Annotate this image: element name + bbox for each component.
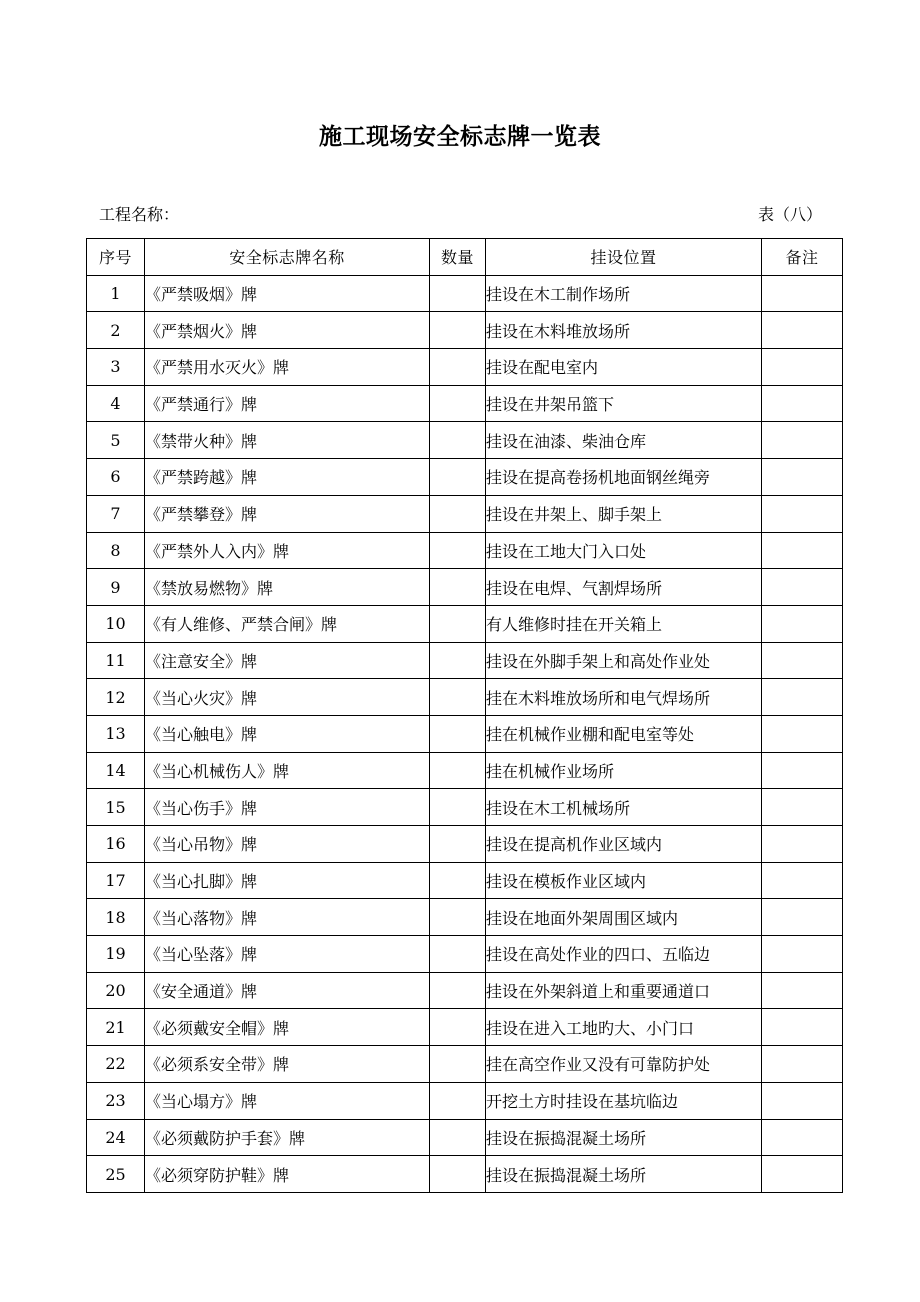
sign-name-cell: 《当心塌方》牌 <box>145 1082 430 1119</box>
quantity-cell <box>430 679 486 716</box>
row-number: 7 <box>87 495 145 532</box>
sign-name-cell: 《安全通道》牌 <box>145 972 430 1009</box>
row-number: 1 <box>87 275 145 312</box>
row-number: 15 <box>87 789 145 826</box>
table-row <box>87 275 843 312</box>
table-row <box>87 569 843 606</box>
row-number: 9 <box>87 569 145 606</box>
position-cell: 开挖土方时挂设在基坑临边 <box>486 1082 762 1119</box>
quantity-cell <box>430 826 486 863</box>
quantity-cell <box>430 1046 486 1083</box>
note-cell <box>762 422 843 459</box>
row-number: 16 <box>87 826 145 863</box>
row-number: 12 <box>87 679 145 716</box>
table-row <box>87 1119 843 1156</box>
table-row <box>87 532 843 569</box>
table-row <box>87 1009 843 1046</box>
quantity-cell <box>430 275 486 312</box>
note-cell <box>762 605 843 642</box>
sign-name-cell: 《当心火灾》牌 <box>145 679 430 716</box>
note-cell <box>762 385 843 422</box>
project-name-label: 工程名称： <box>99 205 180 224</box>
quantity-cell <box>430 569 486 606</box>
document-title: 施工现场安全标志牌一览表 <box>319 124 601 150</box>
note-cell <box>762 495 843 532</box>
row-number: 19 <box>87 936 145 973</box>
table-row <box>87 715 843 752</box>
note-cell <box>762 826 843 863</box>
table-row <box>87 936 843 973</box>
quantity-cell <box>430 495 486 532</box>
position-cell: 挂设在油漆、柴油仓库 <box>486 422 762 459</box>
position-cell: 挂设在高处作业的四口、五临边 <box>486 936 762 973</box>
position-cell: 挂设在井架上、脚手架上 <box>486 495 762 532</box>
sign-name-cell: 《有人维修、严禁合闸》牌 <box>145 605 430 642</box>
note-cell <box>762 569 843 606</box>
table-row <box>87 349 843 386</box>
sign-name-cell: 《必须戴防护手套》牌 <box>145 1119 430 1156</box>
row-number: 24 <box>87 1119 145 1156</box>
position-cell: 挂设在进入工地旳大、小门口 <box>486 1009 762 1046</box>
table-row <box>87 679 843 716</box>
header-sign-name: 安全标志牌名称 <box>145 239 430 276</box>
sign-name-cell: 《严禁跨越》牌 <box>145 459 430 496</box>
note-cell <box>762 899 843 936</box>
row-number: 4 <box>87 385 145 422</box>
note-cell <box>762 862 843 899</box>
sign-name-cell: 《严禁烟火》牌 <box>145 312 430 349</box>
position-cell: 挂设在木工制作场所 <box>486 275 762 312</box>
table-row <box>87 826 843 863</box>
row-number: 22 <box>87 1046 145 1083</box>
position-cell: 挂设在提高机作业区域内 <box>486 826 762 863</box>
header-quantity: 数量 <box>430 239 486 276</box>
quantity-cell <box>430 385 486 422</box>
row-number: 18 <box>87 899 145 936</box>
table-row <box>87 862 843 899</box>
sign-name-cell: 《当心触电》牌 <box>145 715 430 752</box>
quantity-cell <box>430 899 486 936</box>
quantity-cell <box>430 715 486 752</box>
quantity-cell <box>430 459 486 496</box>
sign-name-cell: 《注意安全》牌 <box>145 642 430 679</box>
table-row <box>87 899 843 936</box>
table-row <box>87 459 843 496</box>
sign-name-cell: 《严禁外人入内》牌 <box>145 532 430 569</box>
safety-signs-table <box>86 238 843 1193</box>
position-cell: 挂设在提高卷扬机地面钢丝绳旁 <box>486 459 762 496</box>
sign-name-cell: 《禁带火种》牌 <box>145 422 430 459</box>
row-number: 14 <box>87 752 145 789</box>
quantity-cell <box>430 349 486 386</box>
header-no: 序号 <box>87 239 145 276</box>
quantity-cell <box>430 532 486 569</box>
table-row <box>87 605 843 642</box>
quantity-cell <box>430 1082 486 1119</box>
note-cell <box>762 1119 843 1156</box>
position-cell: 挂设在井架吊篮下 <box>486 385 762 422</box>
sign-name-cell: 《当心扎脚》牌 <box>145 862 430 899</box>
table-row <box>87 312 843 349</box>
table-header-row <box>87 239 843 276</box>
position-cell: 挂设在配电室内 <box>486 349 762 386</box>
quantity-cell <box>430 312 486 349</box>
sign-name-cell: 《必须系安全带》牌 <box>145 1046 430 1083</box>
table-row <box>87 972 843 1009</box>
note-cell <box>762 349 843 386</box>
row-number: 21 <box>87 1009 145 1046</box>
table-row <box>87 642 843 679</box>
table-row <box>87 422 843 459</box>
table-row <box>87 752 843 789</box>
position-cell: 挂设在木工机械场所 <box>486 789 762 826</box>
note-cell <box>762 459 843 496</box>
position-cell: 挂设在工地大门入口处 <box>486 532 762 569</box>
sign-name-cell: 《当心落物》牌 <box>145 899 430 936</box>
row-number: 17 <box>87 862 145 899</box>
position-cell: 挂设在木料堆放场所 <box>486 312 762 349</box>
quantity-cell <box>430 972 486 1009</box>
quantity-cell <box>430 789 486 826</box>
position-cell: 挂设在电焊、气割焊场所 <box>486 569 762 606</box>
quantity-cell <box>430 1156 486 1193</box>
position-cell: 挂在高空作业又没有可靠防护处 <box>486 1046 762 1083</box>
position-cell: 挂设在振捣混凝土场所 <box>486 1156 762 1193</box>
quantity-cell <box>430 862 486 899</box>
quantity-cell <box>430 1119 486 1156</box>
position-cell: 挂设在地面外架周围区域内 <box>486 899 762 936</box>
sign-name-cell: 《严禁通行》牌 <box>145 385 430 422</box>
position-cell: 有人维修时挂在开关箱上 <box>486 605 762 642</box>
table-row <box>87 789 843 826</box>
row-number: 8 <box>87 532 145 569</box>
table-row <box>87 1156 843 1193</box>
position-cell: 挂设在外架斜道上和重要通道口 <box>486 972 762 1009</box>
note-cell <box>762 752 843 789</box>
table-row <box>87 1046 843 1083</box>
row-number: 25 <box>87 1156 145 1193</box>
row-number: 20 <box>87 972 145 1009</box>
note-cell <box>762 532 843 569</box>
position-cell: 挂在机械作业场所 <box>486 752 762 789</box>
sign-name-cell: 《当心吊物》牌 <box>145 826 430 863</box>
sign-name-cell: 《当心坠落》牌 <box>145 936 430 973</box>
row-number: 23 <box>87 1082 145 1119</box>
position-cell: 挂设在模板作业区域内 <box>486 862 762 899</box>
note-cell <box>762 642 843 679</box>
header-note: 备注 <box>762 239 843 276</box>
table-body <box>87 275 843 1192</box>
note-cell <box>762 972 843 1009</box>
table-reference: 表（八） <box>757 205 822 224</box>
position-cell: 挂在机械作业棚和配电室等处 <box>486 715 762 752</box>
row-number: 6 <box>87 459 145 496</box>
position-cell: 挂设在振捣混凝土场所 <box>486 1119 762 1156</box>
sign-name-cell: 《严禁攀登》牌 <box>145 495 430 532</box>
position-cell: 挂设在外脚手架上和高处作业处 <box>486 642 762 679</box>
note-cell <box>762 789 843 826</box>
sign-name-cell: 《禁放易燃物》牌 <box>145 569 430 606</box>
sign-name-cell: 《严禁吸烟》牌 <box>145 275 430 312</box>
position-cell: 挂在木料堆放场所和电气焊场所 <box>486 679 762 716</box>
sign-name-cell: 《必须穿防护鞋》牌 <box>145 1156 430 1193</box>
row-number: 10 <box>87 605 145 642</box>
quantity-cell <box>430 752 486 789</box>
note-cell <box>762 936 843 973</box>
row-number: 11 <box>87 642 145 679</box>
quantity-cell <box>430 642 486 679</box>
note-cell <box>762 1082 843 1119</box>
row-number: 13 <box>87 715 145 752</box>
note-cell <box>762 275 843 312</box>
row-number: 3 <box>87 349 145 386</box>
note-cell <box>762 1156 843 1193</box>
sign-name-cell: 《必须戴安全帽》牌 <box>145 1009 430 1046</box>
sign-name-cell: 《严禁用水灭火》牌 <box>145 349 430 386</box>
quantity-cell <box>430 605 486 642</box>
note-cell <box>762 715 843 752</box>
quantity-cell <box>430 1009 486 1046</box>
row-number: 2 <box>87 312 145 349</box>
table-row <box>87 495 843 532</box>
quantity-cell <box>430 422 486 459</box>
note-cell <box>762 679 843 716</box>
header-position: 挂设位置 <box>486 239 762 276</box>
table-row <box>87 1082 843 1119</box>
note-cell <box>762 1046 843 1083</box>
table-row <box>87 385 843 422</box>
quantity-cell <box>430 936 486 973</box>
sign-name-cell: 《当心伤手》牌 <box>145 789 430 826</box>
sign-name-cell: 《当心机械伤人》牌 <box>145 752 430 789</box>
note-cell <box>762 312 843 349</box>
note-cell <box>762 1009 843 1046</box>
row-number: 5 <box>87 422 145 459</box>
